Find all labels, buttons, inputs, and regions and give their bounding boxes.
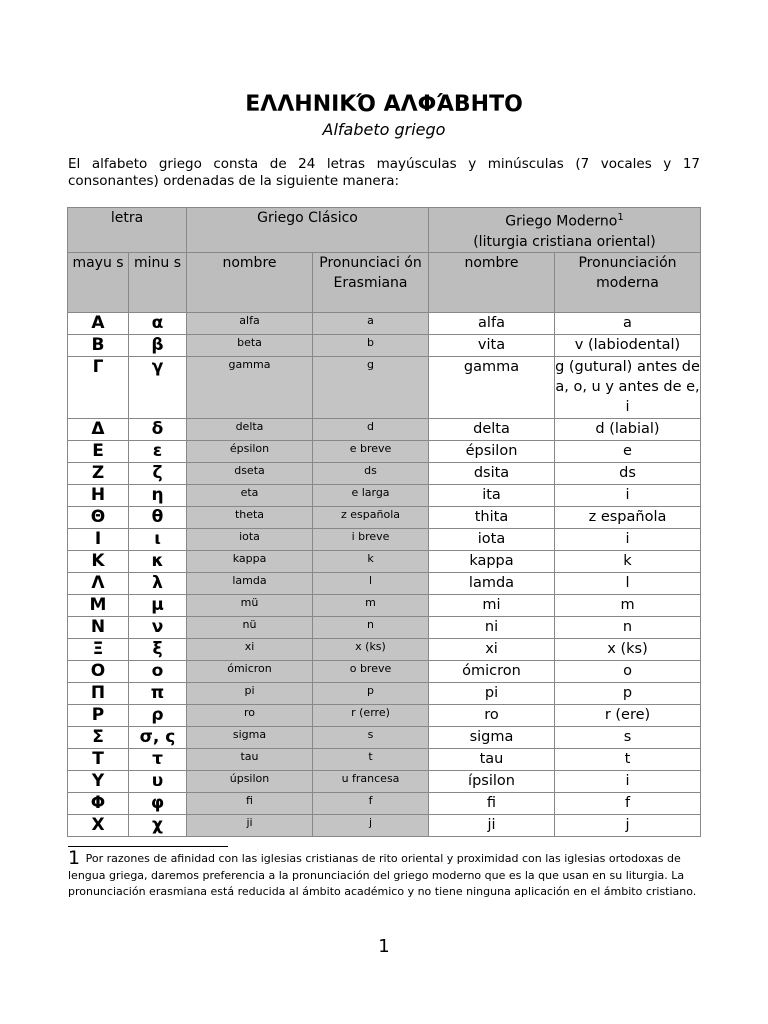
cell-nombre-moderno: mi [429,594,555,616]
cell-nombre-clasico: tau [187,748,313,770]
cell-pronunciacion-moderna: ds [555,462,701,484]
cell-nombre-moderno: kappa [429,550,555,572]
cell-mayus: Π [68,682,129,704]
cell-minus: μ [129,594,187,616]
table-row [68,704,701,726]
table-body [68,312,701,836]
cell-pronunciacion-erasmiana: s [313,726,429,748]
cell-mayus: Ε [68,440,129,462]
header-moderno-sub: (liturgia cristiana oriental) [473,233,656,250]
table-row [68,792,701,814]
cell-mayus: Δ [68,418,129,440]
cell-pronunciacion-erasmiana: g [313,356,429,418]
cell-pronunciacion-moderna: a [555,312,701,334]
cell-pronunciacion-erasmiana: o breve [313,660,429,682]
cell-mayus: Κ [68,550,129,572]
table-row [68,462,701,484]
cell-mayus: Ι [68,528,129,550]
cell-nombre-clasico: mü [187,594,313,616]
footnote-separator [68,846,228,847]
cell-nombre-clasico: lamda [187,572,313,594]
cell-pronunciacion-moderna: i [555,528,701,550]
cell-minus: θ [129,506,187,528]
footnote-mark: 1 [68,847,81,869]
table-header [68,208,701,313]
cell-nombre-clasico: ro [187,704,313,726]
cell-minus: ν [129,616,187,638]
cell-nombre-moderno: pi [429,682,555,704]
cell-nombre-moderno: ita [429,484,555,506]
cell-pronunciacion-moderna: i [555,484,701,506]
table-row [68,814,701,836]
cell-nombre-moderno: ípsilon [429,770,555,792]
cell-nombre-moderno: gamma [429,356,555,418]
table-row [68,660,701,682]
cell-nombre-clasico: gamma [187,356,313,418]
cell-pronunciacion-moderna: v (labiodental) [555,334,701,356]
cell-pronunciacion-moderna: g (gutural) antes de a, o, u y antes de e, i [555,356,701,418]
cell-mayus: Ρ [68,704,129,726]
cell-pronunciacion-moderna: m [555,594,701,616]
cell-nombre-moderno: dsita [429,462,555,484]
table-row [68,356,701,418]
cell-pronunciacion-moderna: j [555,814,701,836]
page-subtitle: Alfabeto griego [322,120,446,139]
cell-nombre-moderno: iota [429,528,555,550]
table-row [68,572,701,594]
cell-pronunciacion-moderna: r (ere) [555,704,701,726]
cell-nombre-clasico: épsilon [187,440,313,462]
cell-nombre-clasico: fi [187,792,313,814]
table-row [68,334,701,356]
cell-nombre-moderno: alfa [429,312,555,334]
cell-mayus: Ζ [68,462,129,484]
cell-pronunciacion-erasmiana: t [313,748,429,770]
alphabet-table [67,207,701,837]
cell-minus: ζ [129,462,187,484]
cell-minus: ο [129,660,187,682]
cell-nombre-moderno: tau [429,748,555,770]
table-row [68,748,701,770]
cell-minus: ρ [129,704,187,726]
cell-minus: υ [129,770,187,792]
cell-minus: γ [129,356,187,418]
table-row [68,550,701,572]
cell-pronunciacion-moderna: p [555,682,701,704]
cell-minus: η [129,484,187,506]
intro-paragraph: El alfabeto griego consta de 24 letras mayúsculas y minúsculas (7 vocales y 17 consonantes) ordenadas de la siguiente manera: [68,156,700,189]
cell-mayus: Ν [68,616,129,638]
cell-mayus: Ξ [68,638,129,660]
table-row [68,312,701,334]
cell-nombre-clasico: nü [187,616,313,638]
header-griego-moderno [429,208,701,253]
cell-pronunciacion-erasmiana: l [313,572,429,594]
cell-pronunciacion-moderna: k [555,550,701,572]
table-row [68,594,701,616]
cell-pronunciacion-erasmiana: p [313,682,429,704]
cell-nombre-clasico: pi [187,682,313,704]
cell-pronunciacion-erasmiana: k [313,550,429,572]
header-nombre-moderno: nombre [429,252,555,312]
cell-nombre-moderno: delta [429,418,555,440]
cell-nombre-clasico: beta [187,334,313,356]
cell-nombre-clasico: kappa [187,550,313,572]
header-mayus: mayu s [68,252,129,312]
cell-nombre-moderno: ro [429,704,555,726]
table-row [68,616,701,638]
cell-pronunciacion-moderna: e [555,440,701,462]
cell-pronunciacion-moderna: f [555,792,701,814]
cell-mayus: Ο [68,660,129,682]
header-pronunciacion-erasmiana: Pronunciaci ón Erasmiana [313,252,429,312]
cell-mayus: Σ [68,726,129,748]
cell-minus: λ [129,572,187,594]
cell-mayus: Φ [68,792,129,814]
cell-nombre-clasico: ji [187,814,313,836]
cell-nombre-moderno: lamda [429,572,555,594]
cell-minus: χ [129,814,187,836]
cell-pronunciacion-erasmiana: u francesa [313,770,429,792]
cell-pronunciacion-erasmiana: m [313,594,429,616]
cell-minus: κ [129,550,187,572]
cell-minus: δ [129,418,187,440]
table-row [68,418,701,440]
cell-pronunciacion-erasmiana: a [313,312,429,334]
cell-pronunciacion-erasmiana: x (ks) [313,638,429,660]
header-nombre-clasico: nombre [187,252,313,312]
table-row [68,726,701,748]
cell-pronunciacion-moderna: s [555,726,701,748]
cell-pronunciacion-erasmiana: z española [313,506,429,528]
cell-nombre-moderno: épsilon [429,440,555,462]
cell-pronunciacion-erasmiana: j [313,814,429,836]
footnote-text: Por razones de afinidad con las iglesias cristianas de rito oriental y proximidad con las iglesias ortodoxas de lengua griega, daremos preferencia a la pronunciación del griego moderno que es la que usan en su liturgia. La pronunciación erasmiana está reducida al ámbito académico y no tiene ninguna aplicación en el ámbito cristiano. [68,852,697,898]
cell-minus: ι [129,528,187,550]
cell-nombre-moderno: sigma [429,726,555,748]
header-moderno-label: Griego Moderno [505,213,618,230]
cell-mayus: Μ [68,594,129,616]
header-pronunciacion-moderna: Pronunciación moderna [555,252,701,312]
cell-nombre-clasico: theta [187,506,313,528]
cell-nombre-moderno: thita [429,506,555,528]
cell-minus: π [129,682,187,704]
cell-mayus: Θ [68,506,129,528]
cell-nombre-clasico: delta [187,418,313,440]
cell-nombre-clasico: alfa [187,312,313,334]
table-row [68,484,701,506]
cell-mayus: Υ [68,770,129,792]
cell-pronunciacion-moderna: o [555,660,701,682]
page-number: 1 [378,936,390,957]
cell-pronunciacion-erasmiana: n [313,616,429,638]
cell-pronunciacion-erasmiana: d [313,418,429,440]
cell-pronunciacion-moderna: i [555,770,701,792]
cell-pronunciacion-moderna: t [555,748,701,770]
cell-nombre-moderno: ómicron [429,660,555,682]
cell-mayus: Η [68,484,129,506]
cell-nombre-clasico: úpsilon [187,770,313,792]
table-row [68,506,701,528]
table-row [68,440,701,462]
header-letra: letra [68,208,187,253]
cell-minus: β [129,334,187,356]
header-minus: minu s [129,252,187,312]
cell-pronunciacion-erasmiana: e breve [313,440,429,462]
cell-nombre-clasico: dseta [187,462,313,484]
table-row [68,528,701,550]
footnote [68,847,700,901]
footnote-ref: 1 [617,212,624,223]
cell-nombre-clasico: iota [187,528,313,550]
cell-pronunciacion-moderna: z española [555,506,701,528]
cell-mayus: Γ [68,356,129,418]
cell-nombre-moderno: fi [429,792,555,814]
page-title: ΕΛΛΗΝΙΚΌ ΑΛΦΆΒΗΤΟ [245,92,523,117]
cell-mayus: Χ [68,814,129,836]
cell-nombre-moderno: vita [429,334,555,356]
cell-pronunciacion-erasmiana: ds [313,462,429,484]
cell-pronunciacion-moderna: l [555,572,701,594]
cell-nombre-clasico: eta [187,484,313,506]
cell-mayus: Β [68,334,129,356]
cell-minus: ξ [129,638,187,660]
cell-mayus: Τ [68,748,129,770]
cell-pronunciacion-moderna: x (ks) [555,638,701,660]
table-row [68,682,701,704]
table-row [68,770,701,792]
cell-minus: α [129,312,187,334]
cell-nombre-moderno: ni [429,616,555,638]
cell-pronunciacion-erasmiana: i breve [313,528,429,550]
cell-mayus: Λ [68,572,129,594]
cell-minus: ε [129,440,187,462]
cell-minus: τ [129,748,187,770]
table-row [68,638,701,660]
header-griego-clasico: Griego Clásico [187,208,429,253]
cell-nombre-clasico: sigma [187,726,313,748]
cell-pronunciacion-moderna: d (labial) [555,418,701,440]
cell-pronunciacion-erasmiana: b [313,334,429,356]
cell-pronunciacion-erasmiana: e larga [313,484,429,506]
cell-mayus: Α [68,312,129,334]
cell-nombre-clasico: ómicron [187,660,313,682]
cell-pronunciacion-erasmiana: f [313,792,429,814]
cell-nombre-moderno: ji [429,814,555,836]
cell-nombre-moderno: xi [429,638,555,660]
cell-pronunciacion-erasmiana: r (erre) [313,704,429,726]
cell-minus: φ [129,792,187,814]
cell-pronunciacion-moderna: n [555,616,701,638]
cell-minus: σ, ς [129,726,187,748]
cell-nombre-clasico: xi [187,638,313,660]
